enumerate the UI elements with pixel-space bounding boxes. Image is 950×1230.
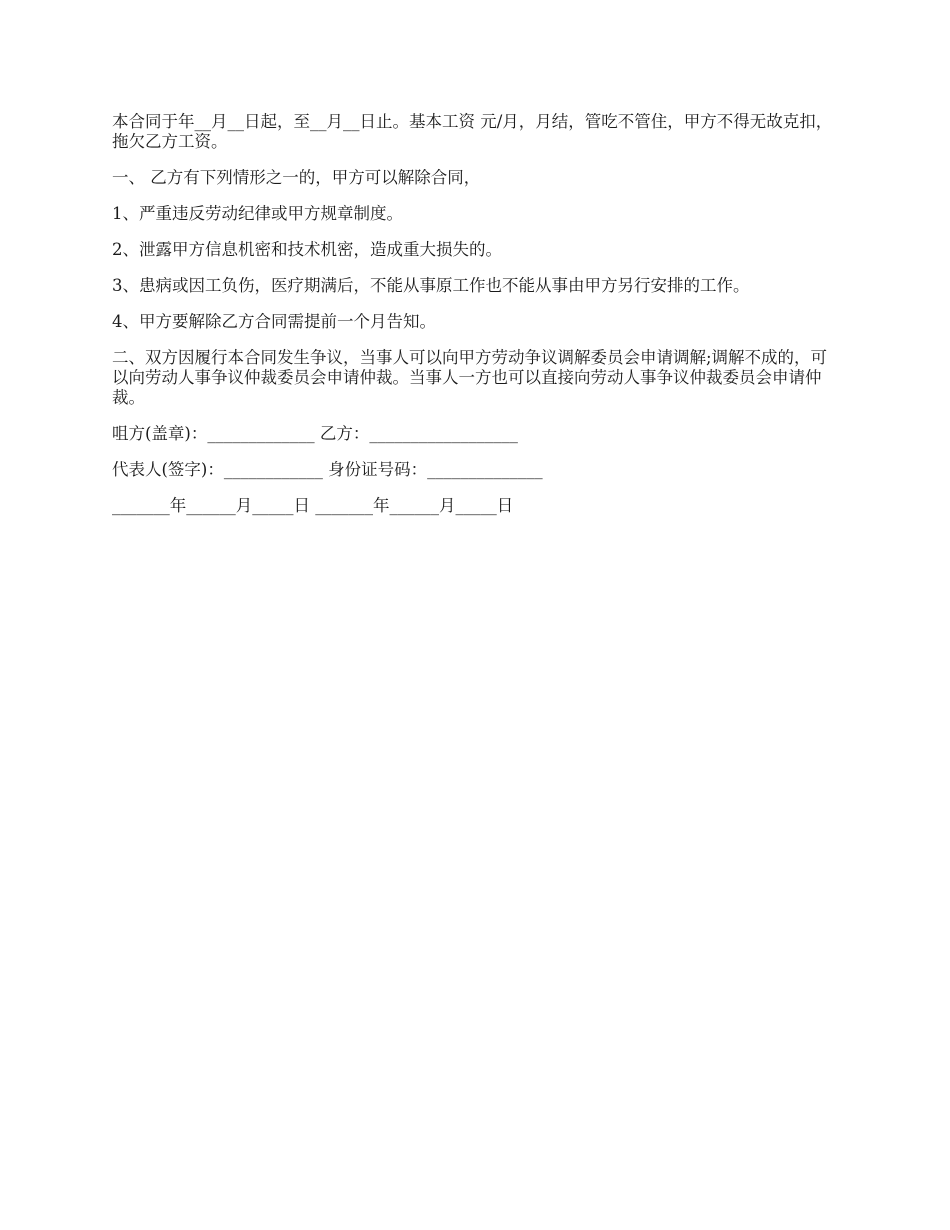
contract-term-paragraph: 本合同于年__月__日起，至__月__日止。基本工资 元/月，月结，管吃不管住，甲方不得无故克扣，拖欠乙方工资。: [112, 112, 833, 151]
termination-item-4: 4、甲方要解除乙方合同需提前一个月告知。: [112, 312, 436, 331]
dispute-paragraph: 二、双方因履行本合同发生争议，当事人可以向甲方劳动争议调解委员会申请调解;调解不成的，可以向劳动人事争议仲裁委员会申请仲裁。当事人一方也可以直接向劳动人事争议仲裁委员会申请仲裁。: [112, 348, 828, 407]
party-seal-line: 咀方(盖章)：_____________ 乙方：__________________: [112, 424, 518, 443]
contract-page: [112, 112, 842, 532]
termination-item-1: 1、严重违反劳动纪律或甲方规章制度。: [112, 204, 403, 223]
date-line: _______年______月_____日 _______年______月_____日: [112, 496, 514, 515]
termination-item-3: 3、患病或因工负伤，医疗期满后，不能从事原工作也不能从事由甲方另行安排的工作。: [112, 276, 750, 295]
termination-heading: 一、 乙方有下列情形之一的，甲方可以解除合同，: [112, 168, 481, 187]
termination-item-2: 2、泄露甲方信息机密和技术机密，造成重大损失的。: [112, 240, 502, 259]
representative-signature-line: 代表人(签字)：____________ 身份证号码：______________: [112, 460, 543, 479]
